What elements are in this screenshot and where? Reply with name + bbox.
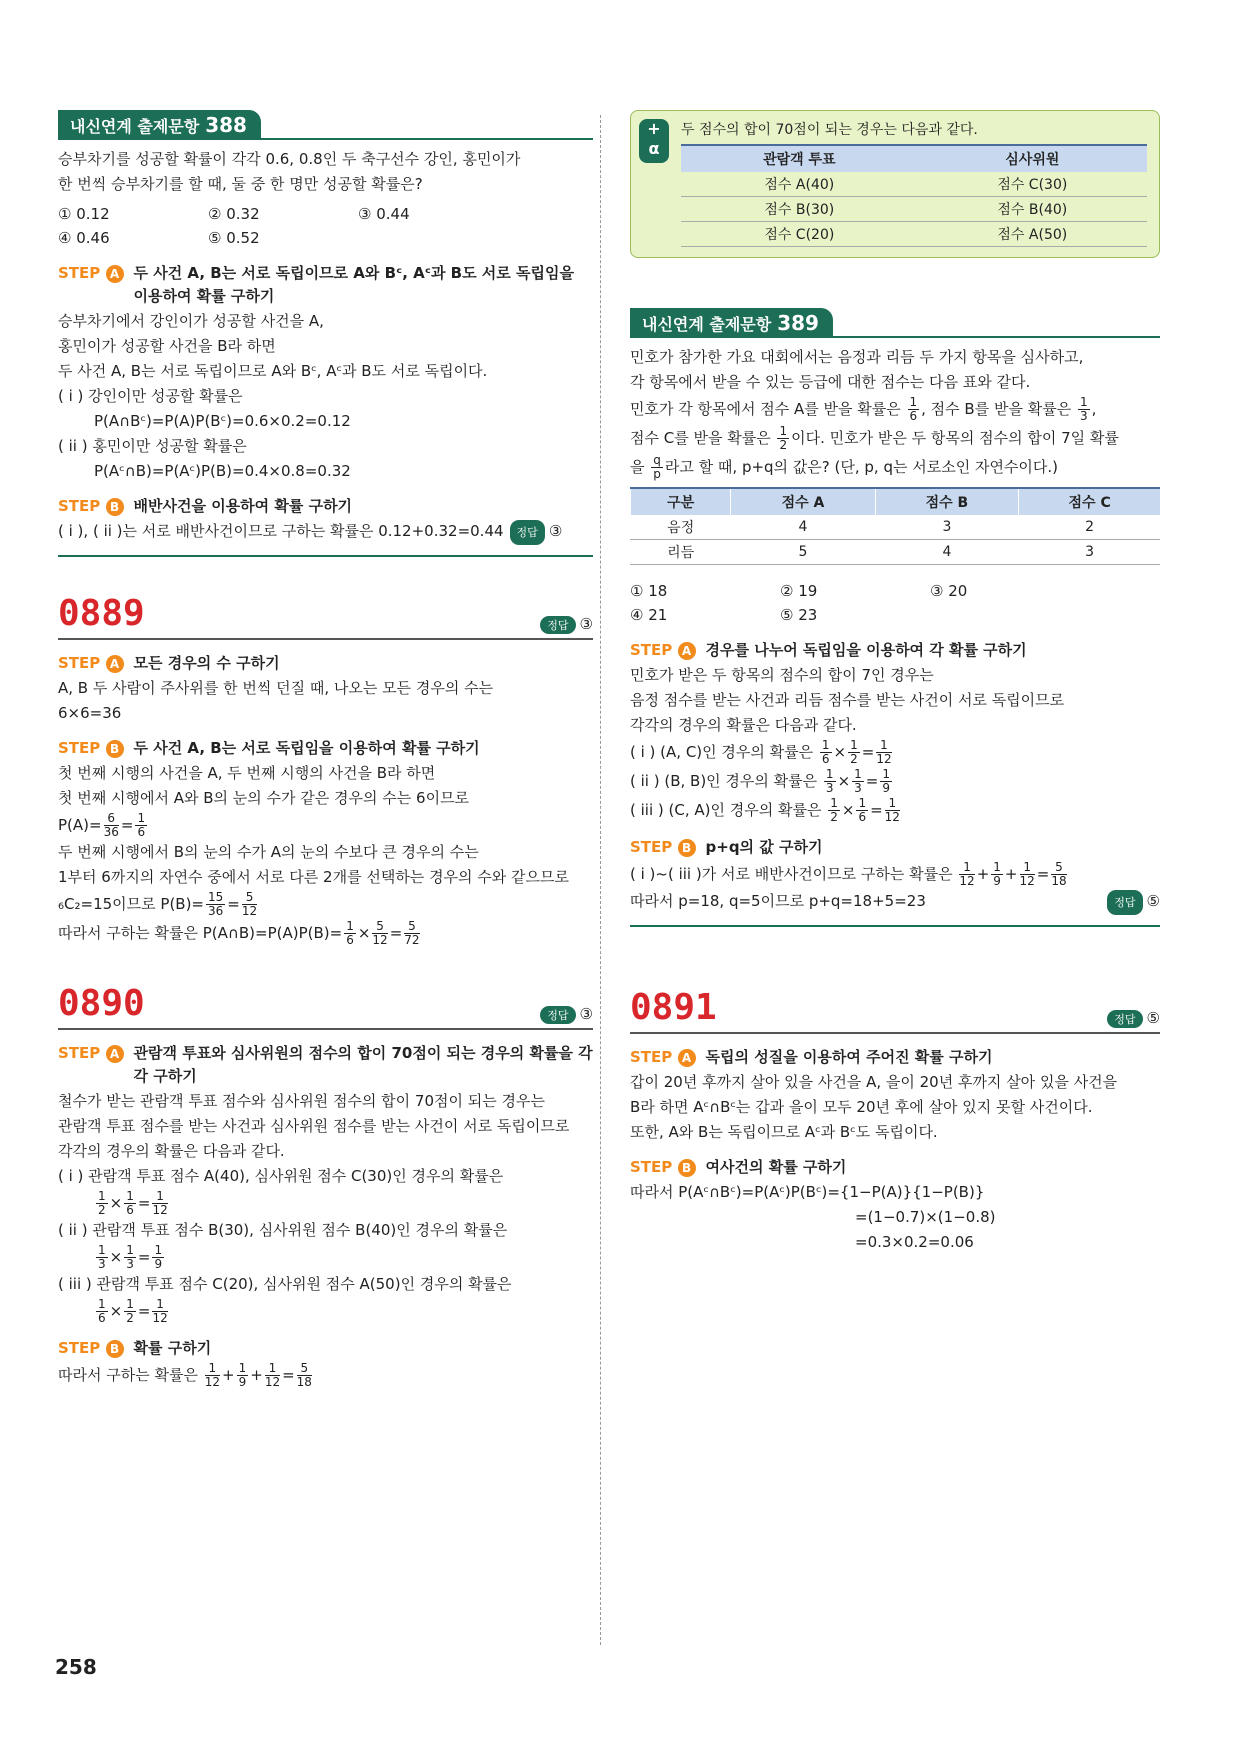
step-a: STEP A 관람객 투표와 심사위원의 점수의 합이 70점이 되는 경우의 확률을 각각 구하기 bbox=[58, 1044, 593, 1085]
solution-text: 음정 점수를 받는 사건과 리듬 점수를 받는 사건이 서로 독립이므로 bbox=[630, 691, 1065, 709]
problem-0890 bbox=[58, 983, 593, 1389]
score-combo-table: 관람객 투표 심사위원 점수 A(40) 점수 C(30) 점수 B(30) 점수 B(40) 점수 C(20) 점수 A(50) bbox=[681, 144, 1147, 247]
option: ② 19 bbox=[780, 582, 818, 600]
step-a: STEP A 독립의 성질을 이용하여 주어진 확률 구하기 bbox=[630, 1048, 993, 1066]
solution-text: 또한, A와 B는 독립이므로 Aᶜ과 Bᶜ도 독립이다. bbox=[630, 1123, 938, 1141]
solution-text: A, B 두 사람이 주사위를 한 번씩 던질 때, 나오는 모든 경우의 수는 bbox=[58, 679, 494, 697]
problem-0889 bbox=[58, 593, 593, 947]
step-b: STEP B 배반사건을 이용하여 확률 구하기 bbox=[58, 497, 353, 515]
problem-388 bbox=[58, 110, 593, 557]
solution-text: 철수가 받는 관람객 투표 점수와 심사위원 점수의 합이 70점이 되는 경우는 bbox=[58, 1092, 545, 1110]
formula: =0.3×0.2=0.06 bbox=[855, 1233, 974, 1251]
formula: =(1−0.7)×(1−0.8) bbox=[855, 1208, 996, 1226]
step-a: STEP A 경우를 나누어 독립임을 이용하여 각 확률 구하기 bbox=[630, 641, 1027, 659]
solution-text: 6×6=36 bbox=[58, 704, 122, 722]
answer: ③ bbox=[579, 1005, 593, 1023]
problem-389 bbox=[630, 308, 1160, 927]
solution-text: 홍민이가 성공할 사건을 B라 하면 bbox=[58, 337, 276, 355]
solution-text: 첫 번째 시행의 사건을 A, 두 번째 시행의 사건을 B라 하면 bbox=[58, 764, 436, 782]
option: ② 0.32 bbox=[208, 205, 260, 223]
formula: $\frac{1}{6}$ × $\frac{1}{2}$ = $\frac{1}{12}$ bbox=[98, 1297, 168, 1325]
question-text: 승부차기를 성공할 확률이 각각 0.6, 0.8인 두 축구선수 강인, 홍민이가 bbox=[58, 150, 521, 168]
left-column bbox=[58, 110, 593, 1391]
tip-box bbox=[630, 110, 1160, 258]
plus-alpha-icon: + α bbox=[639, 119, 669, 163]
solution-text: ( i ), ( ii )는 서로 배반사건이므로 구하는 확률은 0.12+0.32=0.44 정답 ③ bbox=[58, 520, 593, 545]
section-header: 내신연계 출제문항 388 bbox=[58, 110, 261, 140]
question-text: 민호가 각 항목에서 점수 A를 받을 확률은 $\frac{1}{6}$ , 점수 B를 받을 확률은 $\frac{1}{3}$ , bbox=[630, 395, 1097, 423]
formula: ( i )~( iii )가 서로 배반사건이므로 구하는 확률은 $\frac{1}{12}$ + $\frac{1}{9}$ + $\frac{1}{12}$ = $\frac{5}{18}$ bbox=[630, 860, 1067, 888]
answer-badge: 정답 bbox=[540, 616, 575, 634]
answer: ③ bbox=[579, 615, 593, 633]
problem-number: 0889 bbox=[58, 593, 145, 634]
formula: P(A∩Bᶜ)=P(A)P(Bᶜ)=0.6×0.2=0.12 bbox=[94, 412, 351, 430]
answer: ⑤ bbox=[1146, 1009, 1160, 1027]
solution-text: ( ii ) 관람객 투표 점수 B(30), 심사위원 점수 B(40)인 경우의 확률은 bbox=[58, 1221, 508, 1239]
formula: P(A)= $\frac{6}{36}$ = $\frac{1}{6}$ bbox=[58, 811, 146, 839]
formula: ₆C₂=15이므로 P(B)= $\frac{15}{36}$ = $\frac{5}{12}$ bbox=[58, 890, 258, 918]
option: ⑤ 0.52 bbox=[208, 229, 260, 247]
question-text: 을 $\frac{q}{p}$ 라고 할 때, p+q의 값은? (단, p, q는 서로소인 자연수이다.) bbox=[630, 453, 1059, 481]
solution-text: ( ii ) 홍민이만 성공할 확률은 bbox=[58, 437, 247, 455]
step-a: STEP A 두 사건 A, B는 서로 독립이므로 A와 Bᶜ, Aᶜ과 B도 서로 독립임을 이용하여 확률 구하기 bbox=[58, 264, 574, 305]
question-text: 각 항목에서 받을 수 있는 등급에 대한 점수는 다음 표와 같다. bbox=[630, 373, 1031, 391]
formula: P(Aᶜ∩B)=P(Aᶜ)P(B)=0.4×0.8=0.32 bbox=[94, 462, 351, 480]
question-text: 점수 C를 받을 확률은 $\frac{1}{2}$ 이다. 민호가 받은 두 항목의 점수의 합이 7일 확률 bbox=[630, 424, 1119, 452]
question-text: 한 번씩 승부차기를 할 때, 둘 중 한 명만 성공할 확률은? bbox=[58, 175, 423, 193]
answer-badge: 정답 bbox=[510, 520, 545, 545]
step-b: STEP B p+q의 값 구하기 bbox=[630, 838, 823, 856]
solution-text: B라 하면 Aᶜ∩Bᶜ는 갑과 을이 모두 20년 후에 살아 있지 못할 사건이다. bbox=[630, 1098, 1093, 1116]
column-divider bbox=[600, 115, 601, 1645]
score-table: 구분 점수 A 점수 B 점수 C 음정 4 3 2 리듬 5 4 3 bbox=[630, 487, 1160, 565]
problem-number: 0890 bbox=[58, 983, 145, 1024]
options bbox=[58, 202, 593, 250]
problem-number: 0891 bbox=[630, 987, 717, 1028]
option: ④ 21 bbox=[630, 606, 668, 624]
page-number: 258 bbox=[55, 1655, 97, 1679]
right-column bbox=[630, 110, 1160, 1256]
question-text: 민호가 참가한 가요 대회에서는 음정과 리듬 두 가지 항목을 심사하고, bbox=[630, 348, 1084, 366]
solution-text: 각각의 경우의 확률은 다음과 같다. bbox=[630, 716, 857, 734]
answer: ③ bbox=[548, 522, 563, 540]
formula: 따라서 P(Aᶜ∩Bᶜ)=P(Aᶜ)P(Bᶜ)={1−P(A)}{1−P(B)} bbox=[630, 1183, 985, 1201]
formula: $\frac{1}{2}$ × $\frac{1}{6}$ = $\frac{1}{12}$ bbox=[98, 1189, 168, 1217]
formula: 따라서 구하는 확률은 P(A∩B)=P(A)P(B)= $\frac{1}{6}$ × $\frac{5}{12}$ = $\frac{5}{72}$ bbox=[58, 919, 420, 947]
answer-badge: 정답 bbox=[1107, 890, 1142, 915]
answer-badge: 정답 bbox=[1107, 1010, 1142, 1028]
solution-text: ( i ) 관람객 투표 점수 A(40), 심사위원 점수 C(30)인 경우의 확률은 bbox=[58, 1167, 504, 1185]
tip-title: 두 점수의 합이 70점이 되는 경우는 다음과 같다. bbox=[681, 122, 978, 138]
step-b: STEP B 두 사건 A, B는 서로 독립임을 이용하여 확률 구하기 bbox=[58, 739, 480, 757]
option: ⑤ 23 bbox=[780, 606, 818, 624]
options bbox=[630, 579, 1160, 627]
solution-text: ( i ) 강인이만 성공할 확률은 bbox=[58, 387, 243, 405]
solution-text: 1부터 6까지의 자연수 중에서 서로 다른 2개를 선택하는 경우의 수와 같으므로 bbox=[58, 868, 570, 886]
formula: ( iii ) (C, A)인 경우의 확률은 $\frac{1}{2}$ × $\frac{1}{6}$ = $\frac{1}{12}$ bbox=[630, 796, 900, 824]
answer: ⑤ bbox=[1146, 892, 1160, 910]
solution-text: 갑이 20년 후까지 살아 있을 사건을 A, 을이 20년 후까지 살아 있을 사건을 bbox=[630, 1073, 1118, 1091]
solution-text: 승부차기에서 강인이가 성공할 사건을 A, bbox=[58, 312, 324, 330]
solution-text: 따라서 p=18, q=5이므로 p+q=18+5=23 정답 ⑤ bbox=[630, 890, 1160, 915]
option: ① 18 bbox=[630, 582, 668, 600]
solution-text: 두 사건 A, B는 서로 독립이므로 A와 Bᶜ, Aᶜ과 B도 서로 독립이다. bbox=[58, 362, 488, 380]
formula: $\frac{1}{3}$ × $\frac{1}{3}$ = $\frac{1}{9}$ bbox=[98, 1243, 163, 1271]
formula: ( i ) (A, C)인 경우의 확률은 $\frac{1}{6}$ × $\frac{1}{2}$ = $\frac{1}{12}$ bbox=[630, 738, 892, 766]
step-a: STEP A 모든 경우의 수 구하기 bbox=[58, 654, 280, 672]
solution-text: 각각의 경우의 확률은 다음과 같다. bbox=[58, 1142, 285, 1160]
solution-text: 두 번째 시행에서 B의 눈의 수가 A의 눈의 수보다 큰 경우의 수는 bbox=[58, 843, 479, 861]
solution-text: ( iii ) 관람객 투표 점수 C(20), 심사위원 점수 A(50)인 경우의 확률은 bbox=[58, 1275, 512, 1293]
solution-text: 민호가 받은 두 항목의 점수의 합이 7인 경우는 bbox=[630, 666, 934, 684]
step-b: STEP B 여사건의 확률 구하기 bbox=[630, 1158, 847, 1176]
step-b: STEP B 확률 구하기 bbox=[58, 1339, 212, 1357]
option: ④ 0.46 bbox=[58, 229, 110, 247]
option: ③ 0.44 bbox=[358, 205, 410, 223]
solution-text: 첫 번째 시행에서 A와 B의 눈의 수가 같은 경우의 수는 6이므로 bbox=[58, 789, 470, 807]
formula: 따라서 구하는 확률은 $\frac{1}{12}$ + $\frac{1}{9}$ + $\frac{1}{12}$ = $\frac{5}{18}$ bbox=[58, 1361, 312, 1389]
option: ① 0.12 bbox=[58, 205, 110, 223]
option: ③ 20 bbox=[930, 582, 968, 600]
solution-text: 관람객 투표 점수를 받는 사건과 심사위원 점수를 받는 사건이 서로 독립이므로 bbox=[58, 1117, 570, 1135]
problem-0891 bbox=[630, 987, 1160, 1254]
formula: ( ii ) (B, B)인 경우의 확률은 $\frac{1}{3}$ × $\frac{1}{3}$ = $\frac{1}{9}$ bbox=[630, 767, 890, 795]
section-header: 내신연계 출제문항 389 bbox=[630, 308, 833, 338]
answer-badge: 정답 bbox=[540, 1006, 575, 1024]
